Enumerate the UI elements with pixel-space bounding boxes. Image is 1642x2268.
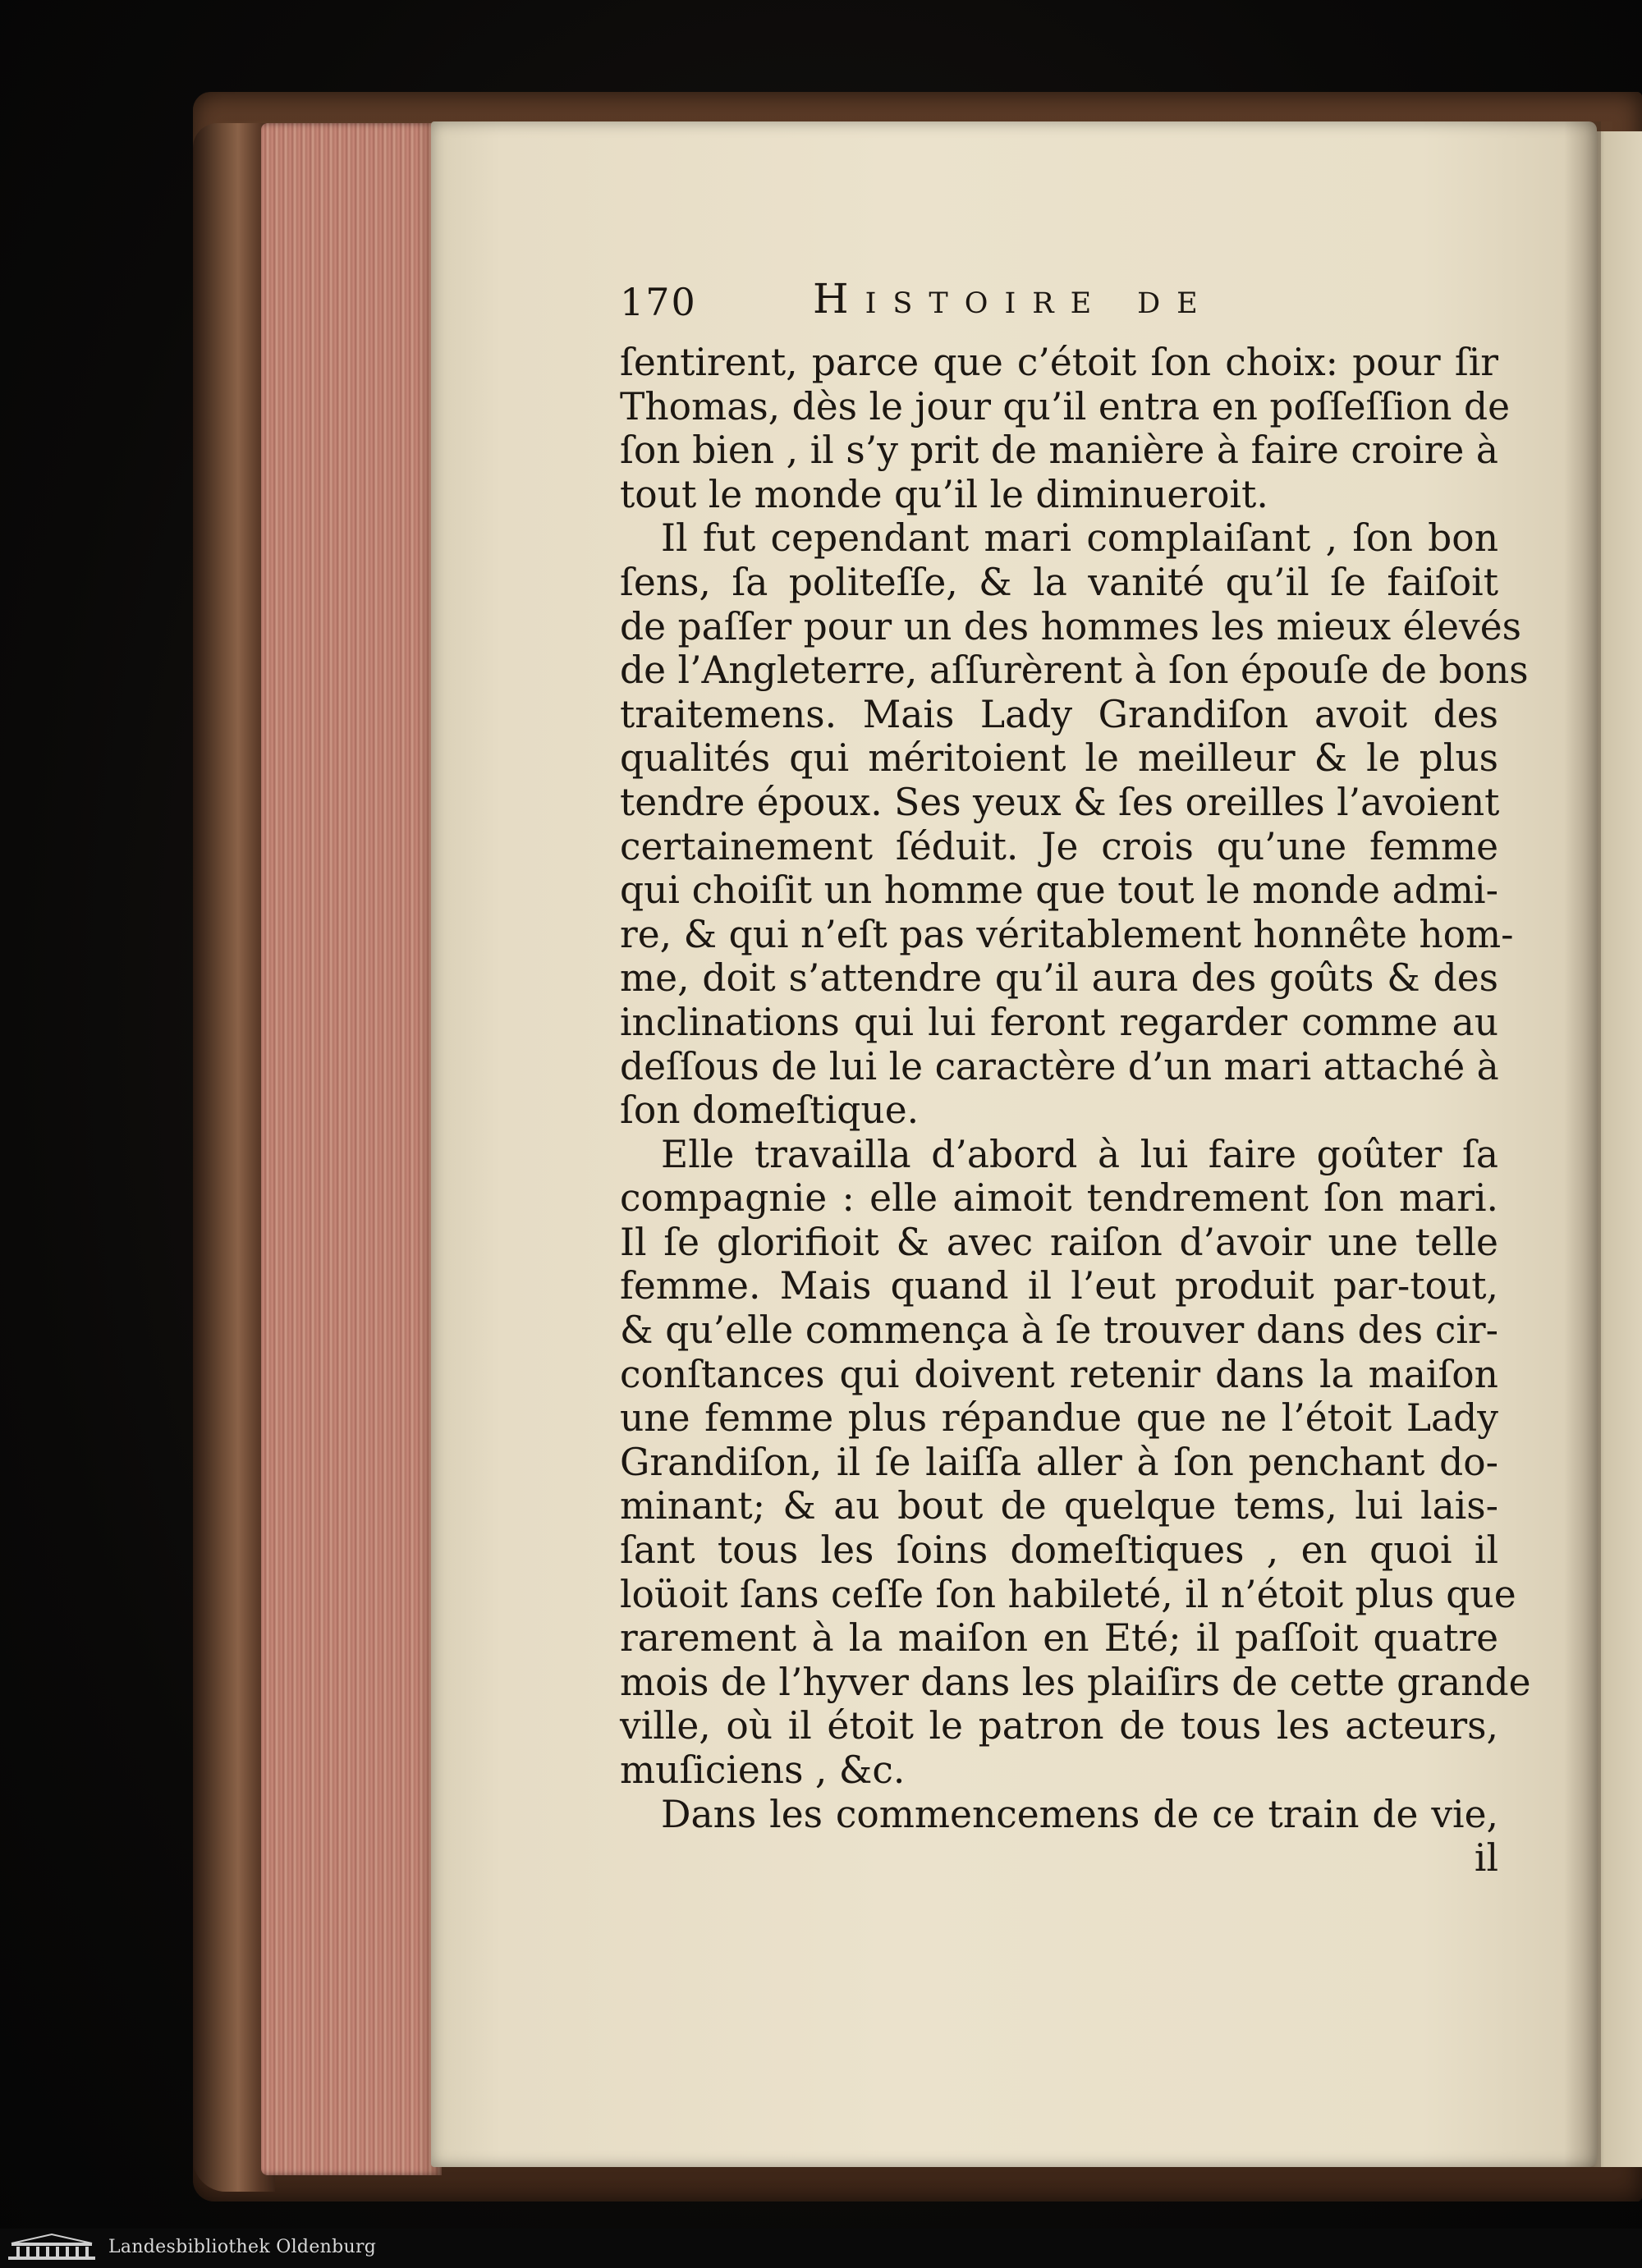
text-line: Dans les commencemens de ce train de vie, xyxy=(661,1792,1498,1836)
text-line: Il ſe glorifioit & avec raiſon d’avoir une telle xyxy=(620,1220,1498,1264)
text-line: ſon bien , il s’y prit de manière à faire croire à xyxy=(620,428,1498,473)
text-line: conſtances qui doivent retenir dans la maiſon xyxy=(620,1352,1498,1396)
text-line: tout le monde qu’il le diminueroit. xyxy=(620,472,1268,516)
text-line: ſant tous les ſoins domeſtiques , en quoi il xyxy=(620,1528,1498,1573)
text-line: minant; & au bout de quelque tems, lui lais- xyxy=(620,1484,1498,1528)
text-line: ſentirent, parce que c’étoit ſon choix: pour ſir xyxy=(620,341,1498,384)
page-edges xyxy=(261,123,442,2175)
library-name: Landesbibliothek Oldenburg xyxy=(108,2237,377,2257)
gutter-shadow xyxy=(1564,121,1601,2167)
text-line: de paſſer pour un des hommes les mieux élevés xyxy=(620,604,1522,648)
text-line: certainement ſéduit. Je crois qu’une femme xyxy=(620,824,1498,868)
body-text xyxy=(620,341,1531,1836)
text-line: femme. Mais quand il l’eut produit par-tout, xyxy=(620,1264,1498,1308)
running-head-title: Histoire de xyxy=(813,275,1214,323)
text-line: tendre époux. Ses yeux & ſes oreilles l’avoient xyxy=(620,780,1500,824)
text-line: rarement à la maiſon en Eté; il paſſoit quatre xyxy=(620,1616,1498,1661)
text-line: re, & qui n’eſt pas véritablement honnête hom- xyxy=(620,912,1514,956)
text-line: ſens, ſa politeſſe, & la vanité qu’il ſe faiſoit xyxy=(620,560,1498,604)
page-text-block xyxy=(620,275,1531,1881)
library-footer xyxy=(0,2229,1642,2268)
text-line: ville, où il étoit le patron de tous les acteurs, xyxy=(620,1704,1498,1748)
page-number: 170 xyxy=(620,280,697,324)
text-line: inclinations qui lui feront regarder comme au xyxy=(620,1000,1498,1044)
text-line: loüoit ſans ceſſe ſon habileté, il n’étoit plus que xyxy=(620,1572,1516,1616)
text-line: une femme plus répandue que ne l’étoit Lady xyxy=(620,1396,1498,1441)
text-line: qui choiſit un homme que tout le monde admi- xyxy=(620,868,1498,913)
text-line: Grandiſon, il ſe laiſſa aller à ſon penchant do- xyxy=(620,1440,1498,1484)
text-line: traitemens. Mais Lady Grandiſon avoit des xyxy=(620,692,1498,736)
text-line: compagnie : elle aimoit tendrement ſon mari. xyxy=(620,1176,1498,1221)
text-line: muſiciens , &c. xyxy=(620,1748,906,1792)
text-line: & qu’elle commença à ſe trouver dans des cir- xyxy=(620,1308,1498,1353)
catchword: il xyxy=(1474,1836,1498,1881)
text-line: deſſous de lui le caractère d’un mari attaché à xyxy=(620,1044,1499,1088)
running-head xyxy=(620,275,1498,341)
text-line: ſon domeſtique. xyxy=(620,1088,920,1133)
text-line: mois de l’hyver dans les plaiſirs de cette grande xyxy=(620,1660,1531,1704)
library-building-icon xyxy=(7,2232,97,2263)
text-line: Thomas, dès le jour qu’il entra en poſſeſſion de xyxy=(620,384,1511,428)
text-line: me, doit s’attendre qu’il aura des goûts & des xyxy=(620,956,1498,1001)
text-line: Il fut cependant mari complaiſant , ſon bon xyxy=(661,516,1498,561)
text-line: Elle travailla d’abord à lui faire goûter ſa xyxy=(661,1132,1498,1176)
text-line: de l’Angleterre, aſſurèrent à ſon épouſe de bons xyxy=(620,648,1529,693)
text-line: qualités qui méritoient le meilleur & le plus xyxy=(620,736,1498,781)
